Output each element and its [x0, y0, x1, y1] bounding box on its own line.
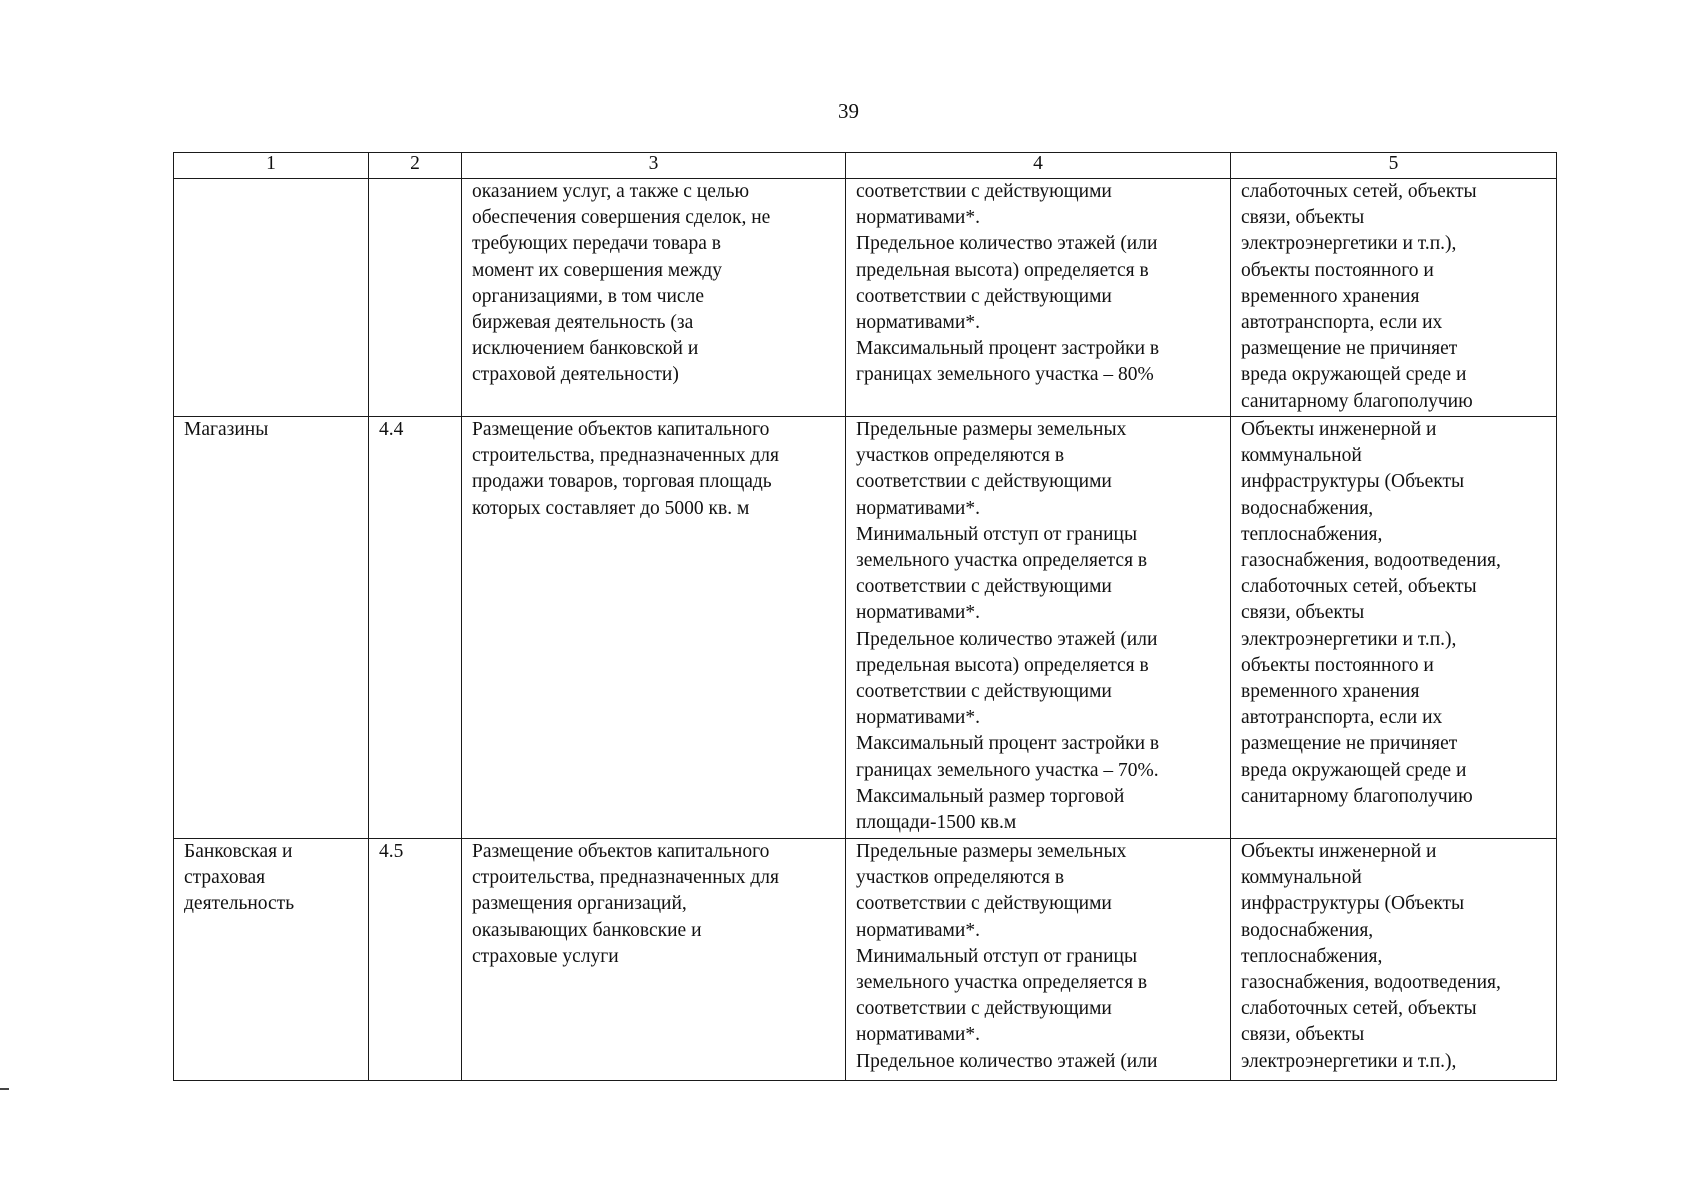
cell-line: соответствии с действующими: [856, 471, 1112, 493]
cell-line: 4.4: [379, 419, 404, 440]
table-row: [174, 179, 1557, 417]
cell-line: Максимальный размер торговой: [856, 785, 1125, 807]
cell-line: предельная высота) определяется в: [856, 259, 1149, 281]
use-name-cell: [174, 179, 369, 417]
cell-line: границах земельного участка – 70%.: [856, 759, 1159, 781]
cell-line: временного хранения: [1241, 285, 1420, 307]
cell-line: газоснабжения, водоотведения,: [1241, 972, 1501, 994]
cell-line: биржевая деятельность (за: [472, 312, 694, 334]
cell-line: оказывающих банковские и: [472, 919, 702, 941]
cell-line: предельная высота) определяется в: [856, 654, 1149, 676]
cell-line: вреда окружающей среде и: [1241, 759, 1467, 781]
page-number: 39: [838, 99, 859, 123]
cell-line: которых составляет до 5000 кв. м: [472, 497, 750, 519]
cell-line: водоснабжения,: [1241, 919, 1374, 941]
column-header-5: 5: [1231, 153, 1557, 179]
land-use-table: [173, 152, 1557, 1081]
cell-line: продажи товаров, торговая площадь: [472, 471, 772, 493]
cell-line: теплоснабжения,: [1241, 945, 1383, 967]
cell-line: автотранспорта, если их: [1241, 312, 1443, 334]
use-name-cell: [174, 417, 369, 839]
cell-line: границах земельного участка – 80%: [856, 364, 1154, 386]
cell-line: земельного участка определяется в: [856, 550, 1148, 572]
cell-line: нормативами*.: [856, 1024, 980, 1046]
cell-line: санитарному благополучию: [1241, 390, 1473, 412]
cell-line: обеспечения совершения сделок, не: [472, 207, 771, 229]
cell-line: Максимальный процент застройки в: [856, 338, 1160, 360]
use-parameters-cell: [846, 839, 1231, 1081]
cell-line: площади-1500 кв.м: [856, 812, 1017, 834]
use-name-cell: [174, 839, 369, 1081]
cell-line: вреда окружающей среде и: [1241, 364, 1467, 386]
cell-line: Предельное количество этажей (или: [856, 1050, 1158, 1072]
cell-line: организациями, в том числе: [472, 285, 704, 307]
table-body: [174, 179, 1557, 1081]
cell-line: Предельные размеры земельных: [856, 419, 1127, 440]
cell-line: объекты постоянного и: [1241, 259, 1434, 281]
use-parameters-cell: [846, 417, 1231, 839]
cell-line: инфраструктуры (Объекты: [1241, 893, 1465, 915]
cell-line: автотранспорта, если их: [1241, 707, 1443, 729]
cell-line: Размещение объектов капитального: [472, 419, 770, 440]
auxiliary-uses-cell: [1231, 417, 1557, 839]
cell-line: соответствии с действующими: [856, 576, 1112, 598]
cell-line: нормативами*.: [856, 602, 980, 624]
cell-line: санитарному благополучию: [1241, 785, 1473, 807]
cell-line: водоснабжения,: [1241, 497, 1374, 519]
cell-line: объекты постоянного и: [1241, 654, 1434, 676]
cell-line: соответствии с действующими: [856, 998, 1112, 1020]
cell-line: строительства, предназначенных для: [472, 867, 779, 889]
cell-line: Предельные размеры земельных: [856, 841, 1127, 862]
cell-line: строительства, предназначенных для: [472, 445, 779, 467]
column-header-4: 4: [846, 153, 1231, 179]
cell-line: слаботочных сетей, объекты: [1241, 181, 1477, 202]
auxiliary-uses-cell: [1231, 839, 1557, 1081]
cell-line: теплоснабжения,: [1241, 523, 1383, 545]
cell-line: страховые услуги: [472, 945, 619, 967]
cell-line: деятельность: [184, 893, 295, 915]
cell-line: Минимальный отступ от границы: [856, 523, 1138, 545]
cell-line: инфраструктуры (Объекты: [1241, 471, 1465, 493]
cell-line: Предельное количество этажей (или: [856, 628, 1158, 650]
cell-line: связи, объекты: [1241, 207, 1365, 229]
table-row: [174, 839, 1557, 1081]
cell-line: Предельное количество этажей (или: [856, 233, 1158, 255]
cell-line: Магазины: [184, 419, 269, 440]
cell-line: нормативами*.: [856, 707, 980, 729]
cell-line: страховая: [184, 867, 266, 889]
margin-tick: [0, 1088, 9, 1090]
table-row: [174, 417, 1557, 839]
cell-line: временного хранения: [1241, 681, 1420, 703]
cell-line: Минимальный отступ от границы: [856, 945, 1138, 967]
column-header-3: 3: [462, 153, 846, 179]
cell-line: слаботочных сетей, объекты: [1241, 998, 1477, 1020]
cell-line: исключением банковской и: [472, 338, 699, 360]
cell-line: электроэнергетики и т.п.),: [1241, 233, 1457, 255]
use-code-cell: [369, 839, 462, 1081]
cell-line: 4.5: [379, 841, 404, 862]
cell-line: размещение не причиняет: [1241, 733, 1458, 755]
cell-line: коммунальной: [1241, 445, 1362, 467]
use-description-cell: [462, 417, 846, 839]
cell-line: связи, объекты: [1241, 602, 1365, 624]
cell-line: газоснабжения, водоотведения,: [1241, 550, 1501, 572]
cell-line: Размещение объектов капитального: [472, 841, 770, 862]
cell-line: слаботочных сетей, объекты: [1241, 576, 1477, 598]
use-parameters-cell: [846, 179, 1231, 417]
cell-line: Объекты инженерной и: [1241, 419, 1437, 440]
cell-line: нормативами*.: [856, 919, 980, 941]
cell-line: Максимальный процент застройки в: [856, 733, 1160, 755]
cell-line: соответствии с действующими: [856, 893, 1112, 915]
use-code-cell: [369, 417, 462, 839]
cell-line: связи, объекты: [1241, 1024, 1365, 1046]
cell-line: участков определяются в: [856, 867, 1065, 889]
use-code-cell: [369, 179, 462, 417]
cell-line: соответствии с действующими: [856, 681, 1112, 703]
cell-line: электроэнергетики и т.п.),: [1241, 628, 1457, 650]
use-description-cell: [462, 839, 846, 1081]
cell-line: соответствии с действующими: [856, 285, 1112, 307]
cell-line: нормативами*.: [856, 497, 980, 519]
cell-line: коммунальной: [1241, 867, 1362, 889]
auxiliary-uses-cell: [1231, 179, 1557, 417]
cell-line: соответствии с действующими: [856, 181, 1112, 202]
cell-line: нормативами*.: [856, 312, 980, 334]
cell-line: момент их совершения между: [472, 259, 723, 281]
column-header-1: 1: [174, 153, 369, 179]
cell-line: Банковская и: [184, 841, 293, 862]
cell-line: страховой деятельности): [472, 364, 679, 386]
cell-line: оказанием услуг, а также с целью: [472, 181, 750, 202]
cell-line: требующих передачи товара в: [472, 233, 721, 255]
cell-line: нормативами*.: [856, 207, 980, 229]
cell-line: электроэнергетики и т.п.),: [1241, 1050, 1457, 1072]
cell-line: размещение не причиняет: [1241, 338, 1458, 360]
use-description-cell: [462, 179, 846, 417]
cell-line: земельного участка определяется в: [856, 972, 1148, 994]
cell-line: Объекты инженерной и: [1241, 841, 1437, 862]
header-row: [174, 153, 1557, 179]
column-header-2: 2: [369, 153, 462, 179]
cell-line: размещения организаций,: [472, 893, 687, 915]
cell-line: участков определяются в: [856, 445, 1065, 467]
